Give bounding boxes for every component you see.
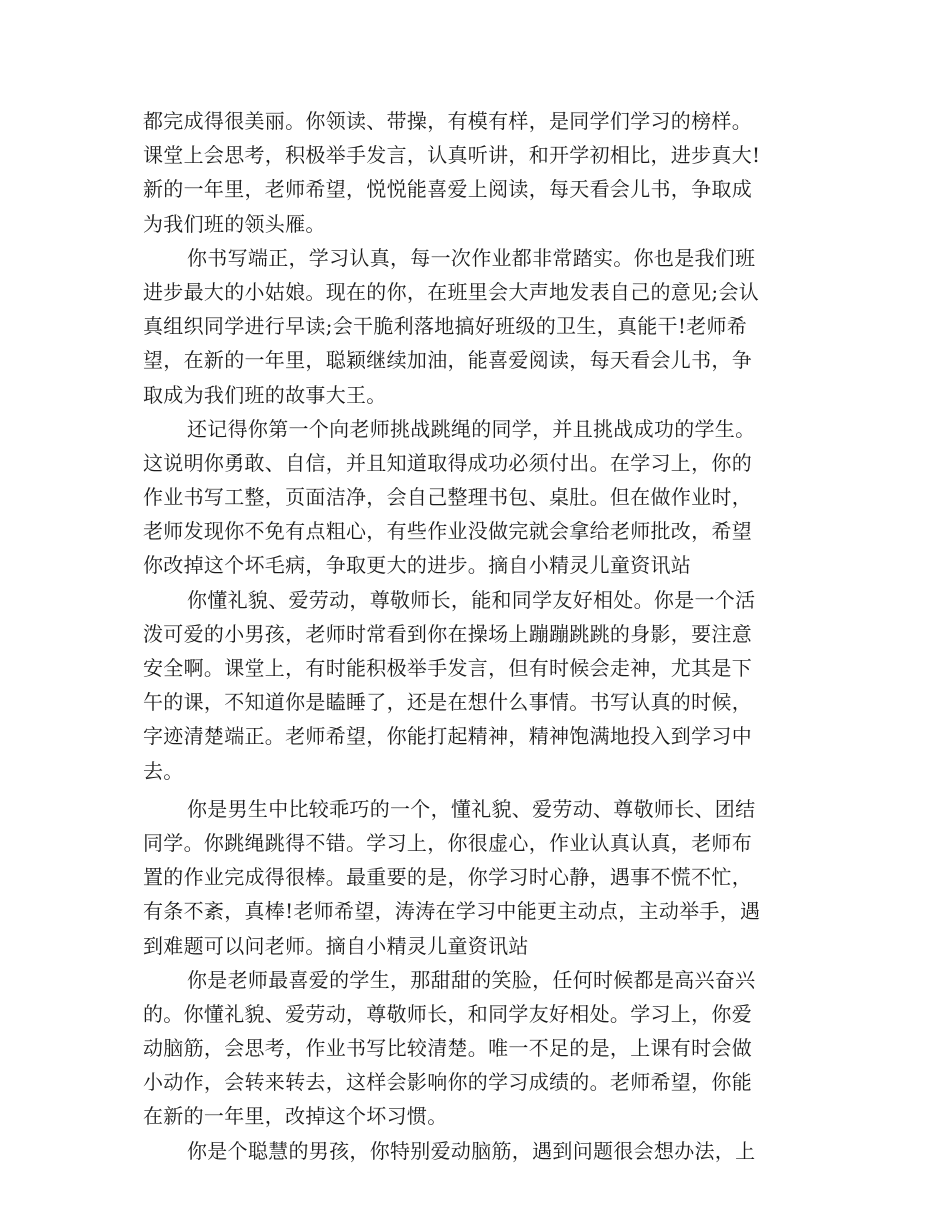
paragraph xyxy=(143,412,807,583)
text-line: 安全啊。课堂上，有时能积极举手发言，但有时候会走神，尤其是下 xyxy=(143,656,752,680)
text-line: 你是老师最喜爱的学生，那甜甜的笑脸，任何时候都是高兴奋兴 xyxy=(187,967,756,992)
text-line: 课堂上会思考，积极举手发言，认真听讲，和开学初相比，进步真大! xyxy=(143,143,761,168)
text-line: 到难题可以问老师。摘自小精灵儿童资讯站 xyxy=(143,933,529,958)
text-line: 这说明你勇敢、自信，并且知道取得成功必须付出。在学习上，你的 xyxy=(143,450,752,475)
text-line: 你是个聪慧的男孩，你特别爱动脑筋，遇到问题很会想办法，上 xyxy=(187,1138,756,1163)
text-line: 真组织同学进行早读;会干脆利落地搞好班级的卫生，真能干!老师希 xyxy=(143,314,748,339)
text-line: 去。 xyxy=(143,758,184,783)
text-line: 作业书写工整，页面洁净，会自己整理书包、桌肚。但在做作业时， xyxy=(143,485,752,510)
text-line: 小动作，会转来转去，这样会影响你的学习成绩的。老师希望，你能 xyxy=(143,1070,752,1095)
text-line: 进步最大的小姑娘。现在的你，在班里会大声地发表自己的意见;会认 xyxy=(143,279,760,304)
text-line: 在新的一年里，改掉这个坏习惯。 xyxy=(143,1104,448,1129)
text-line: 还记得你第一个向老师挑战跳绳的同学，并且挑战成功的学生。 xyxy=(187,416,756,441)
text-line: 为我们班的领头雁。 xyxy=(143,211,326,236)
paragraph xyxy=(143,963,807,1134)
paragraph xyxy=(143,104,807,241)
text-line: 你书写端正，学习认真，每一次作业都非常踏实。你也是我们班 xyxy=(187,245,756,270)
paragraph xyxy=(143,583,807,788)
text-line: 同学。你跳绳跳得不错。学习上，你很虚心，作业认真认真，老师布 xyxy=(143,830,752,855)
text-line: 你是男生中比较乖巧的一个，懂礼貌、爱劳动、尊敬师长、团结 xyxy=(187,796,756,821)
text-line: 的。你懂礼貌、爱劳动，尊敬师长，和同学友好相处。学习上，你爱 xyxy=(143,1001,752,1026)
paragraph xyxy=(143,241,807,412)
text-line: 新的一年里，老师希望，悦悦能喜爱上阅读，每天看会儿书，争取成 xyxy=(143,177,752,202)
text-line: 字迹清楚端正。老师希望，你能打起精神，精神饱满地投入到学习中 xyxy=(143,724,752,749)
text-line: 望，在新的一年里，聪颖继续加油，能喜爱阅读，每天看会儿书，争 xyxy=(143,348,752,373)
text-line: 你懂礼貌、爱劳动，尊敬师长，能和同学友好相处。你是一个活 xyxy=(187,587,756,612)
paragraph xyxy=(143,792,807,963)
text-line: 有条不紊，真棒!老师希望，涛涛在学习中能更主动点，主动举手，遇 xyxy=(143,899,761,924)
text-line: 都完成得很美丽。你领读、带操，有模有样，是同学们学习的榜样。 xyxy=(143,109,752,133)
text-line: 动脑筋，会思考，作业书写比较清楚。唯一不足的是，上课有时会做 xyxy=(143,1036,752,1061)
paragraph xyxy=(143,1134,807,1168)
text-line: 午的课，不知道你是瞌睡了，还是在想什么事情。书写认真的时候， xyxy=(143,690,752,715)
text-line: 取成为我们班的故事大王。 xyxy=(143,382,387,407)
text-line: 你改掉这个坏毛病，争取更大的进步。摘自小精灵儿童资讯站 xyxy=(143,553,692,578)
text-line: 置的作业完成得很棒。最重要的是，你学习时心静，遇事不慌不忙， xyxy=(143,865,752,890)
text-line: 泼可爱的小男孩，老师时常看到你在操场上蹦蹦跳跳的身影，要注意 xyxy=(143,621,752,646)
text-line: 老师发现你不免有点粗心，有些作业没做完就会拿给老师批改，希望 xyxy=(143,519,752,544)
document-page xyxy=(143,104,807,1168)
